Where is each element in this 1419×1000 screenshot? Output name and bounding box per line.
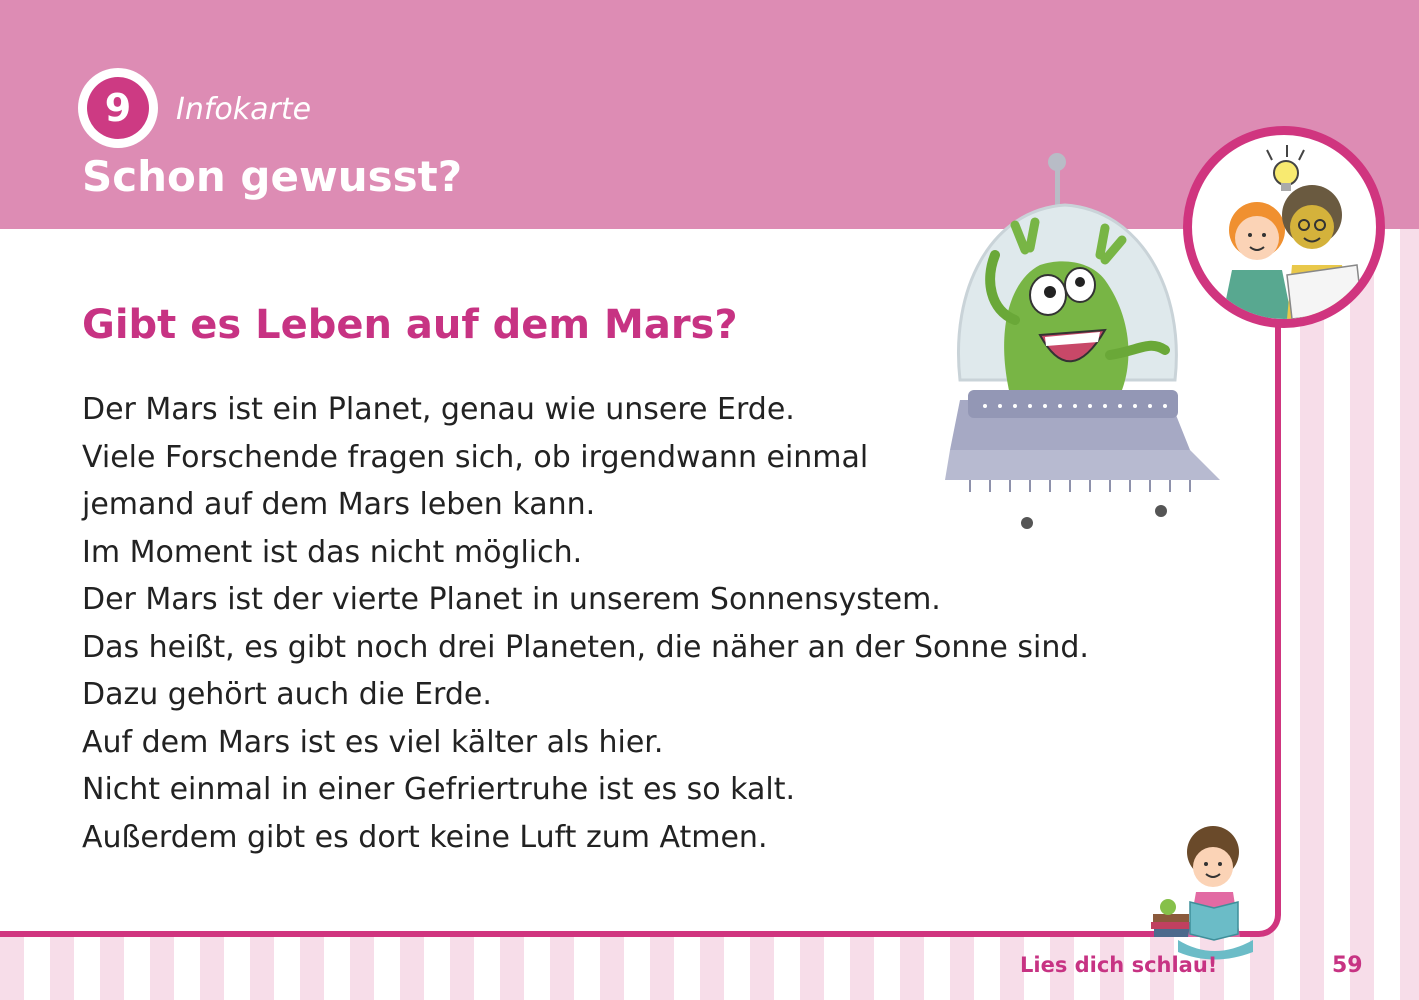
text-line: Außerdem gibt es dort keine Luft zum Atmen.: [82, 819, 768, 855]
text-line: Das heißt, es gibt noch drei Planeten, die näher an der Sonne sind.: [82, 629, 1089, 665]
text-line: jemand auf dem Mars leben kann.: [82, 487, 596, 522]
text-line: Nicht einmal in einer Gefriertruhe ist es so kalt.: [82, 772, 795, 807]
text-line: Im Moment ist das nicht möglich.: [82, 534, 583, 570]
text-line: Der Mars ist der vierte Planet in unserem Sonnensystem.: [82, 582, 941, 617]
text-line: Dazu gehört auch die Erde.: [82, 677, 492, 712]
kids-idea-badge: [1183, 126, 1385, 328]
card-number-badge: [78, 68, 158, 148]
text-line: Der Mars ist ein Planet, genau wie unsere Erde.: [82, 392, 795, 427]
page-number: 59: [1332, 953, 1363, 978]
reading-boy-illustration: [1148, 822, 1268, 962]
text-line: Auf dem Mars ist es viel kälter als hier.: [82, 724, 664, 760]
card-type-label: Infokarte: [176, 92, 312, 127]
brand-label: Lies dich schlau!: [1020, 953, 1218, 977]
body-text: [82, 386, 1089, 861]
card-number: 9: [87, 77, 149, 139]
text-line: Viele Forschende fragen sich, ob irgendwann einmal: [82, 439, 869, 475]
page-title: Schon gewusst?: [82, 152, 463, 201]
section-heading: Gibt es Leben auf dem Mars?: [82, 302, 738, 348]
kids-icon: [1192, 135, 1376, 319]
